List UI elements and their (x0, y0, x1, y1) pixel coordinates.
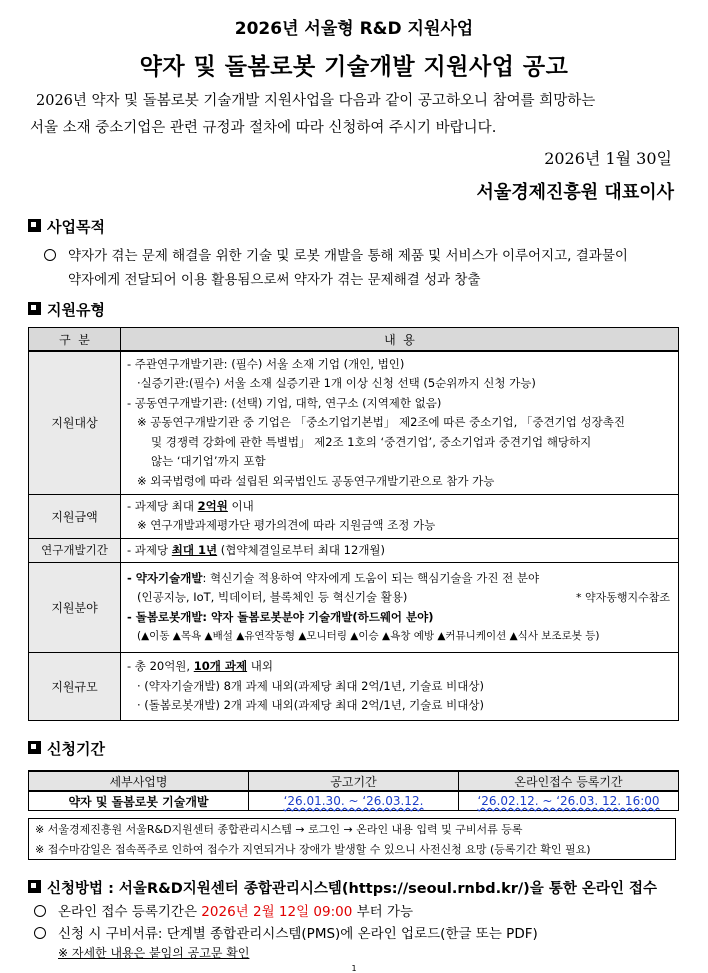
purpose-item: 약자가 겪는 문제 해결을 위한 기술 및 로봇 개발을 통해 제품 및 서비스가 이루어지고, 결과물이 약자에게 전달되어 이용 활용됨으로써 약자가 겪는 문제해결 성과 창출 (44, 244, 680, 292)
row-label-period: 연구개발기간 (29, 538, 121, 563)
section-method-heading: 신청방법 : 서울R&D지원센터 종합관리시스템(https://seoul.rnbd.kr/)을 통한 온라인 접수 (28, 877, 688, 898)
section-support-heading: 지원유형 (28, 299, 105, 320)
cell-program: 약자 및 돌봄로봇 기술개발 (29, 791, 249, 811)
circle-bullet-icon (34, 927, 46, 939)
col-content: 내 용 (121, 328, 679, 352)
square-bullet-icon (28, 880, 41, 893)
col-category: 구 분 (29, 328, 121, 352)
col-notice-period: 공고기간 (249, 771, 459, 791)
table-header-row (29, 771, 679, 791)
intro-paragraph (30, 88, 682, 142)
header-top-title: 2026년 서울형 R&D 지원사업 (234, 19, 474, 39)
circle-bullet-icon (44, 249, 56, 261)
period-note-2: ※ 접수마감일은 접속폭주로 인하여 접수가 지연되거나 장애가 발생할 수 있으니 사전신청 요망 (등록기간 확인 필요) (35, 843, 591, 856)
period-table (28, 770, 679, 811)
cell-notice-period: ‘26.01.30. ~ ‘26.03.12. (249, 791, 459, 811)
table-row (29, 563, 679, 653)
square-bullet-icon (28, 302, 41, 315)
method-note: ※ 자세한 내용은 붙임의 공고문 확인 (58, 946, 250, 960)
row-content-scale: - 총 20억원, 10개 과제 내외 · (약자기술개발) 8개 과제 내외(과제당 최대 2억/1년, 기술료 비대상) · (돌봄로봇개발) 2개 과제 내외(과제당 최대 2억/1년, 기술료 비대상) (121, 653, 679, 721)
row-content-target: - 주관연구개발기관: (필수) 서울 소재 기업 (개인, 법인) ·실증기관:(필수) 서울 소재 실증기관 1개 이상 신청 선택 (5순위까지 신청 가능) - 공동연구개발기관: (선택) 기업, 대학, 연구소 (지역제한 없음) ※ 공동연구개발기관 중 기업은 「중소기업기본법」 제2조에 따른 중소기업, 「중견기업 성장촉진 및 경쟁력 강화에 관한 특별법」 제2조 1호의 ‘중견기업’, 중소기업과 중견기업 해당하지 않는 ‘대기업’까지 포함 ※ 외국법령에 따라 설립된 외국법인도 공동연구개발기관으로 참가 가능 (121, 351, 679, 494)
signer: 서울경제진흥원 대표이사 (476, 182, 674, 203)
period-notes (28, 818, 676, 860)
support-table (28, 327, 679, 721)
table-row (29, 538, 679, 563)
section-purpose-heading: 사업목적 (28, 216, 105, 237)
square-bullet-icon (28, 741, 41, 754)
section-period-heading: 신청기간 (28, 738, 105, 759)
row-content-field: - 약자기술개발: 혁신기술 적용하여 약자에게 도움이 되는 핵심기술을 가진 전 분야 (인공지능, IoT, 빅데이터, 블록체인 등 혁신기술 활용) * 약자동행지수참조 - 돌봄로봇개발: 약자 돌봄로봇분야 기술개발(하드웨어 분야) (▲이동 ▲목욕 ▲배설 ▲유연작동형 ▲모니터링 ▲이승 ▲욕창 예방 ▲커뮤니케이션 ▲식사 보조로봇 등) (121, 563, 679, 653)
method-item-2: 신청 시 구비서류: 단계별 종합관리시스템(PMS)에 온라인 업로드(한글 또는 PDF) (34, 922, 538, 942)
intro-line-2: 서울 소재 중소기업은 관련 규정과 절차에 따라 신청하여 주시기 바랍니다. (30, 120, 497, 136)
method-item-1: 온라인 접수 등록기간은 2026년 2월 12일 09:00 부터 가능 (34, 900, 413, 920)
intro-line-1: 2026년 약자 및 돌봄로봇 기술개발 지원사업을 다음과 같이 공고하오니 참여를 희망하는 (36, 93, 596, 109)
announcement-date: 2026년 1월 30일 (544, 149, 672, 168)
row-content-period: - 과제당 최대 1년 (협약체결일로부터 최대 12개월) (121, 538, 679, 563)
table-row (29, 351, 679, 494)
cell-online-period: ‘26.02.12. ~ ‘26.03. 12. 16:00 (459, 791, 679, 811)
purpose-line-2: 약자에게 전달되어 이용 활용됨으로써 약자가 겪는 문제해결 성과 창출 (68, 272, 481, 288)
row-label-amount: 지원금액 (29, 494, 121, 538)
square-bullet-icon (28, 219, 41, 232)
page-title: 약자 및 돌봄로봇 기술개발 지원사업 공고 (139, 54, 569, 80)
page-number: 1 (351, 964, 357, 973)
table-row (29, 653, 679, 721)
row-content-amount: - 과제당 최대 2억원 이내 ※ 연구개발과제평가단 평가의견에 따라 지원금액 조정 가능 (121, 494, 679, 538)
period-note-1: ※ 서울경제진흥원 서울R&D지원센터 종합관리시스템 → 로그인 → 온라인 내용 입력 및 구비서류 등록 (35, 823, 523, 836)
row-label-scale: 지원규모 (29, 653, 121, 721)
col-online-period: 온라인접수 등록기간 (459, 771, 679, 791)
row-label-field: 지원분야 (29, 563, 121, 653)
table-row (29, 791, 679, 811)
col-program: 세부사업명 (29, 771, 249, 791)
table-row (29, 494, 679, 538)
row-label-target: 지원대상 (29, 351, 121, 494)
circle-bullet-icon (34, 905, 46, 917)
